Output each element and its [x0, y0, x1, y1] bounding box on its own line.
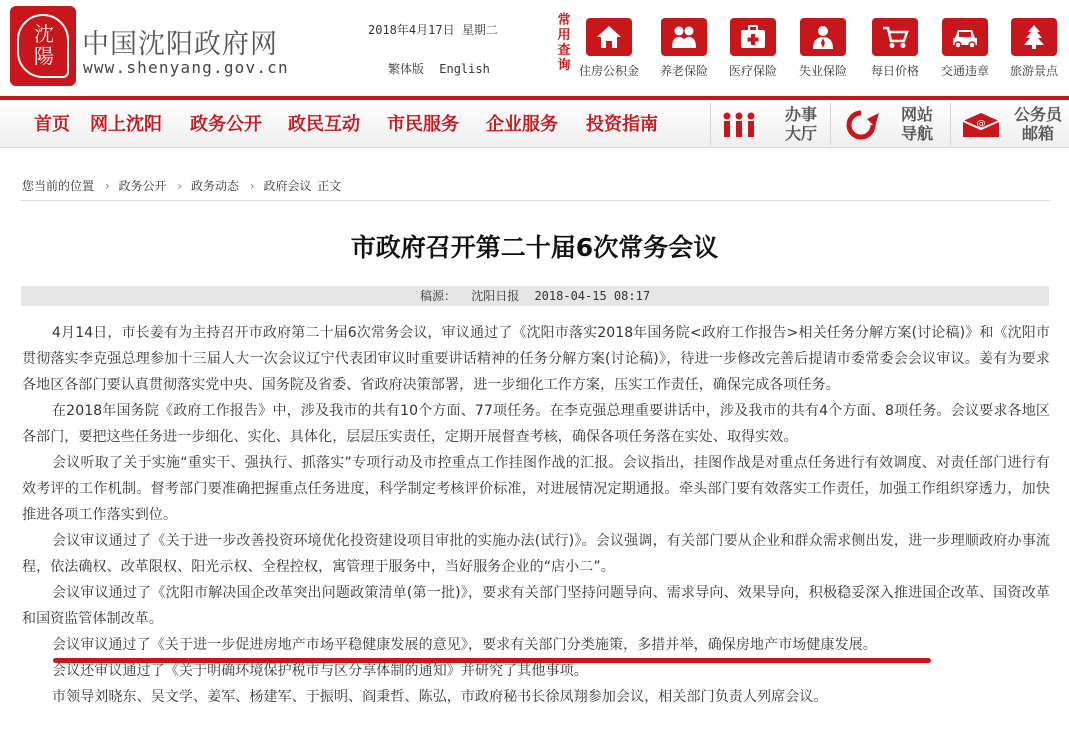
- article-paragraph-highlighted: 会议审议通过了《关于进一步促进房地产市场平稳健康发展的意见》，要求有关部门分类施策，多措并举，确保房地产市场健康发展。: [52, 637, 877, 653]
- quick-link-traffic[interactable]: [934, 18, 996, 84]
- traditional-chinese-link[interactable]: 繁体版: [388, 62, 425, 76]
- quick-link-unemployment[interactable]: [792, 18, 854, 84]
- quick-query-label: 常用查询: [557, 13, 571, 73]
- nav-item-online-shenyang[interactable]: 网上沈阳: [90, 114, 162, 135]
- quick-link-label: 旅游景点: [1009, 64, 1058, 78]
- publish-datetime: 2018-04-15 08:17: [534, 289, 651, 303]
- office-hall-button[interactable]: [710, 103, 828, 145]
- english-link[interactable]: English: [439, 62, 490, 76]
- article-paragraph: 会议听取了关于实施“重实干、强执行、抓落实”专项行动及市控重点工作挂图作战的汇报。会议指出，挂图作战是对重点任务进行有效调度、对责任部门进行有效考评的工作机制。督考部门要准确把握重点任务进度，科学制定考核评价标准，对进展情况定期通报。牵头部门要有效落实工作责任，加强工作组织穿透力，加快推进各项工作落实到位。: [22, 455, 1050, 523]
- breadcrumb-prefix: 您当前的位置: [22, 179, 95, 193]
- hall-icon: [719, 109, 763, 141]
- nav-item-government-affairs[interactable]: 政务公开: [190, 114, 262, 135]
- site-navigation-label-line1: 网站: [900, 105, 933, 124]
- source-label: 稿源：: [419, 289, 456, 303]
- quick-link-scenic-spots[interactable]: [1003, 18, 1065, 84]
- site-url[interactable]: www.shenyang.gov.cn: [83, 58, 289, 77]
- highlight-underline: [53, 658, 931, 663]
- quick-link-label: 医疗保险: [728, 64, 777, 78]
- article-title: 市政府召开第二十届6次常务会议: [350, 233, 719, 262]
- tree-icon: [1020, 24, 1048, 50]
- breadcrumb-separator: ›: [249, 179, 255, 193]
- office-hall-label-line2: 大厅: [784, 124, 817, 143]
- civil-servant-mail-label-line2: 邮箱: [1021, 124, 1054, 143]
- quick-link-label: 失业保险: [798, 64, 847, 78]
- article-paragraph: 会议审议通过了《沈阳市解决国企改革突出问题政策清单(第一批)》，要求有关部门坚持问题导向、需求导向、效果导向，积极稳妥深入推进国企改革、国资改革和国资监管体制改革。: [22, 585, 1050, 627]
- site-header: [0, 0, 1069, 96]
- nav-item-enterprise-services[interactable]: 企业服务: [486, 114, 558, 135]
- site-navigation-label-line2: 导航: [900, 124, 933, 143]
- site-navigation-button[interactable]: [830, 103, 948, 145]
- quick-link-label: 住房公积金: [578, 64, 639, 78]
- breadcrumb-divider: [20, 200, 1050, 201]
- office-hall-label-line1: 办事: [784, 105, 817, 124]
- quick-link-housing-fund[interactable]: [578, 18, 640, 84]
- navigation-icon: [839, 109, 883, 141]
- language-switcher: [388, 60, 498, 77]
- person-icon: [809, 24, 837, 50]
- main-nav: [0, 100, 1069, 148]
- people-icon: [670, 24, 698, 50]
- site-navigation-label: [893, 105, 941, 143]
- article-paragraph: 4月14日，市长姜有为主持召开市政府第二十届6次常务会议，审议通过了《沈阳市落实2018年国务院<政府工作报告>相关任务分解方案(讨论稿)》和《沈阳市贯彻落实李克强总理参加十三届人大一次会议辽宁代表团审议时重要讲话精神的任务分解方案(讨论稿)》，待进一步修改完善后提请市委常委会会议审议。姜有为要求各地区各部门要认真贯彻落实党中央、国务院及省委、省政府决策部署，进一步细化工作方案，压实工作责任，确保完成各项任务。: [22, 325, 1050, 393]
- breadcrumb: [22, 177, 343, 194]
- breadcrumb-separator: ›: [104, 179, 110, 193]
- article-paragraph: 会议还审议通过了《关于明确环境保护税市与区分享体制的通知》并研究了其他事项。: [52, 663, 588, 679]
- cart-icon: [881, 24, 909, 50]
- car-icon: [951, 24, 979, 50]
- breadcrumb-item-government-meetings[interactable]: 政府会议: [263, 179, 312, 193]
- quick-link-medical[interactable]: [722, 18, 784, 84]
- date-text: 2018年4月17日: [368, 23, 455, 37]
- civil-servant-mail-label: [1009, 105, 1067, 143]
- site-logo[interactable]: [10, 6, 76, 86]
- site-name[interactable]: 中国沈阳政府网: [82, 29, 278, 60]
- article-paragraph: 在2018年国务院《政府工作报告》中，涉及我市的共有10个方面、77项任务。在李克强总理重要讲话中，涉及我市的共有4个方面、8项任务。会议要求各地区各部门，要把这些任务进一步细化、实化、具体化，层层压实责任，定期开展督查考核，确保各项任务落在实处、取得实效。: [22, 403, 1050, 445]
- date-display: [368, 21, 498, 38]
- quick-link-daily-price[interactable]: [864, 18, 926, 84]
- quick-link-pension[interactable]: [653, 18, 715, 84]
- article-meta-bar: [21, 286, 1049, 306]
- source-name: 沈阳日报: [471, 289, 520, 303]
- civil-servant-mail-button[interactable]: [950, 103, 1068, 145]
- article-body: [22, 320, 1050, 710]
- quick-link-label: 每日价格: [870, 64, 919, 78]
- office-hall-label: [777, 105, 825, 143]
- article-paragraph: 会议审议通过了《关于进一步改善投资环境优化投资建设项目审批的实施办法(试行)》。会议强调，有关部门要从企业和群众需求侧出发，进一步理顺政府办事流程，依法确权、改革限权、阳光示权、全程控权，寓管理于服务中，当好服务企业的“店小二”。: [22, 533, 1050, 575]
- breadcrumb-separator: ›: [177, 179, 183, 193]
- quick-link-label: 交通违章: [940, 64, 989, 78]
- house-icon: [595, 24, 623, 50]
- nav-item-investment-guide[interactable]: 投资指南: [586, 114, 658, 135]
- breadcrumb-item-government-affairs[interactable]: 政务公开: [118, 179, 167, 193]
- breadcrumb-item-government-news[interactable]: 政务动态: [190, 179, 239, 193]
- weekday-text: 星期二: [461, 23, 498, 37]
- nav-item-citizen-services[interactable]: 市民服务: [387, 114, 459, 135]
- civil-servant-mail-label-line1: 公务员: [1013, 105, 1062, 124]
- quick-link-label: 养老保险: [659, 64, 708, 78]
- article-paragraph: 市领导刘晓东、吴文学、姜军、杨建军、于振明、阎秉哲、陈弘，市政府秘书长徐凤翔参加会议，相关部门负责人列席会议。: [52, 689, 828, 705]
- breadcrumb-item-current: 正文: [317, 179, 342, 193]
- logo-glyph: 沈 陽: [34, 22, 54, 68]
- nav-item-interaction[interactable]: 政民互动: [288, 114, 360, 135]
- medkit-icon: [739, 24, 767, 50]
- mail-icon: [959, 109, 1003, 141]
- svg-text:@: @: [976, 119, 986, 129]
- nav-item-home[interactable]: 首页: [34, 114, 70, 135]
